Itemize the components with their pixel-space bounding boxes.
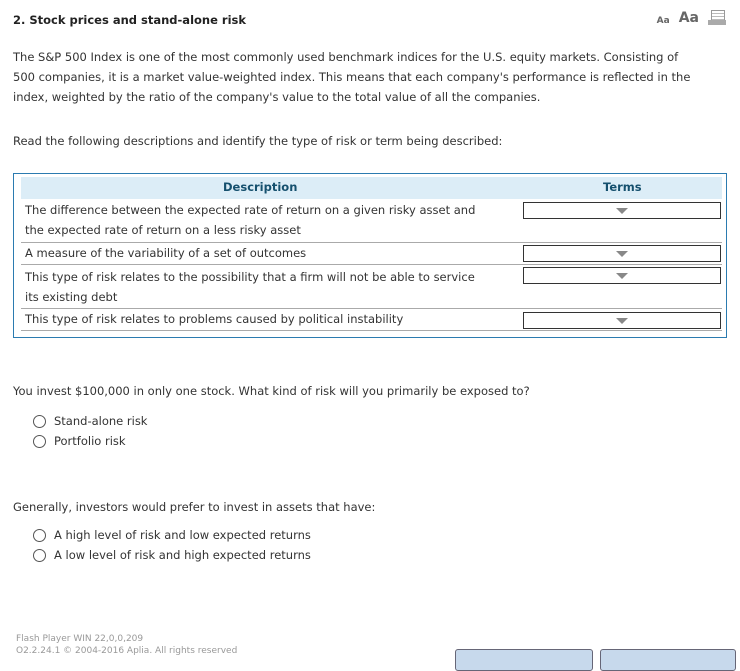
- radio-label: A low level of risk and high expected returns: [54, 548, 311, 562]
- radio-high-risk-low-return[interactable]: [33, 528, 311, 542]
- radio-label: Stand-alone risk: [54, 414, 148, 428]
- chevron-down-icon: [616, 251, 628, 257]
- radio-label: A high level of risk and low expected returns: [54, 528, 311, 542]
- page-title: 2. Stock prices and stand-alone risk: [13, 13, 247, 27]
- chevron-down-icon: [616, 208, 628, 214]
- question-2: Generally, investors would prefer to invest in assets that have:: [13, 500, 376, 514]
- description-text: its existing debt: [25, 290, 118, 304]
- instruction-text: Read the following descriptions and identify the type of risk or term being described:: [13, 134, 503, 148]
- term-dropdown[interactable]: [523, 245, 721, 262]
- question-1: You invest $100,000 in only one stock. What kind of risk will you primarily be exposed to?: [13, 384, 530, 398]
- printer-icon[interactable]: [708, 10, 726, 26]
- table-row: [21, 265, 722, 309]
- footer-button[interactable]: [455, 649, 593, 671]
- term-dropdown[interactable]: [523, 202, 721, 219]
- term-dropdown[interactable]: [523, 312, 721, 329]
- footer-copyright: O2.2.24.1 © 2004-2016 Aplia. All rights reserved: [16, 646, 238, 656]
- radio-label: Portfolio risk: [54, 434, 126, 448]
- description-text: This type of risk relates to problems caused by political instability: [25, 312, 404, 326]
- description-text: This type of risk relates to the possibility that a firm will not be able to service: [25, 270, 475, 284]
- intro-text: The S&P 500 Index is one of the most commonly used benchmark indices for the U.S. equity markets. Consisting of: [13, 50, 679, 64]
- terms-header: Terms: [603, 180, 642, 194]
- description-text: the expected rate of return on a less risky asset: [25, 223, 301, 237]
- intro-text: 500 companies, it is a market value-weighted index. This means that each company's performance is reflected in the: [13, 70, 691, 84]
- description-header: Description: [223, 180, 298, 194]
- radio-stand-alone-risk[interactable]: [33, 414, 147, 428]
- chevron-down-icon: [616, 318, 628, 324]
- table-row: [21, 309, 722, 331]
- description-text: The difference between the expected rate of return on a given risky asset and: [25, 203, 476, 217]
- radio-low-risk-high-return[interactable]: [33, 548, 311, 562]
- table-row: [21, 200, 722, 243]
- radio-button[interactable]: [33, 415, 46, 428]
- decrease-text-size-button[interactable]: Aa: [656, 16, 670, 26]
- radio-portfolio-risk[interactable]: [33, 434, 126, 448]
- chevron-down-icon: [616, 273, 628, 279]
- table-row: [21, 243, 722, 265]
- footer-button[interactable]: [600, 649, 736, 671]
- toolbar: [657, 10, 726, 26]
- description-text: A measure of the variability of a set of outcomes: [25, 246, 307, 260]
- radio-button[interactable]: [33, 529, 46, 542]
- radio-button[interactable]: [33, 549, 46, 562]
- increase-text-size-button[interactable]: Aa: [678, 10, 699, 26]
- matching-table: [13, 173, 727, 338]
- term-dropdown[interactable]: [523, 267, 721, 284]
- footer-version: Flash Player WIN 22,0,0,209: [16, 634, 144, 644]
- intro-text: index, weighted by the ratio of the company's value to the total value of all the companies.: [13, 90, 541, 104]
- radio-button[interactable]: [33, 435, 46, 448]
- table-header: [21, 177, 722, 199]
